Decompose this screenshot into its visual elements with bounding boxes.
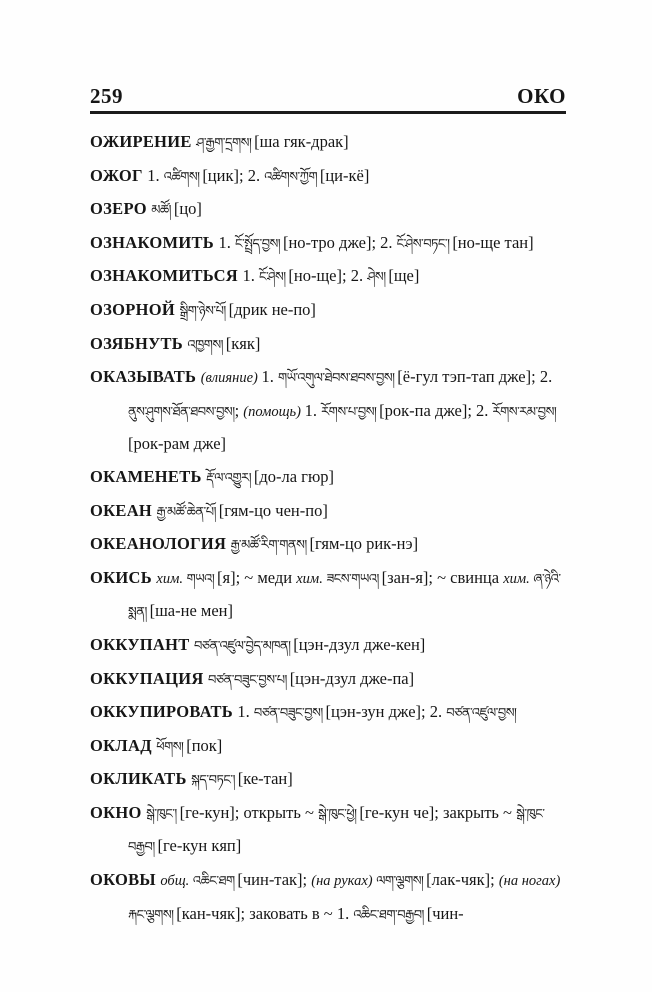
tibetan-script: རྒྱ་མཚོ་རིག་གནས། [230,537,310,553]
tibetan-script: མཚོ། [151,202,174,218]
tibetan-script: སྒེ་ཁུང་། [146,805,180,821]
entry-text: [цо] [173,199,202,219]
dictionary-entry [90,260,566,294]
tibetan-script: ཟངས་གཡའ། [326,570,382,586]
tibetan-script: ངོ་ཤེས་བཏང་། [396,235,453,251]
tibetan-script: སྒྲིག་ཉེས་པོ། [179,302,229,318]
grammar-label: (влияние) [200,370,262,387]
entry-text: [но-ще тан] [452,232,534,252]
tibetan-script: རྡོ་ལ་འགྱུར། [206,469,254,485]
entry-text: 1. [304,400,322,420]
headword: ОКЕАНОЛОГИЯ [90,534,231,554]
entry-text: [кан-чяк]; заковать в ~ 1. [176,903,354,923]
headword: ОЗЯБНУТЬ [90,333,188,353]
headword: ОЖИРЕНИЕ [90,132,197,151]
tibetan-script: འཆིང་ཐག [192,873,238,889]
tibetan-script: བཙན་བཟུང་བྱས་པ། [208,671,290,687]
entry-text: [дрик не-по] [228,299,316,319]
headword: ОККУПАНТ [90,634,194,654]
dictionary-entry [90,193,566,227]
entry-text: [но-тро дже]; 2. [282,232,397,252]
tibetan-script: ལག་ལྕགས། [376,873,427,889]
entry-text: [лак-чяк]; [426,870,499,890]
dictionary-entry [90,528,566,562]
entry-text: 1. [218,232,235,252]
tibetan-script: བཙན་འཛུལ་བྱས། [446,705,517,721]
dictionary-entry [90,328,566,362]
entry-text: [цэн-дзул дже-па] [289,668,415,688]
tibetan-script: འཚིགས། [163,168,203,184]
grammar-label: хим. [156,570,187,587]
dictionary-entry [90,562,566,629]
grammar-label: (на руках) [311,873,377,890]
entry-text: [пок] [186,735,223,755]
headword: ОКНО [90,802,147,822]
tibetan-script: འཁྱགས། [187,336,226,352]
entry-text: [ге-кун че]; закрыть ~ [359,802,517,822]
dictionary-entry [90,495,566,529]
dictionary-entry [90,730,566,764]
dictionary-entry [90,361,566,461]
dictionary-entry [90,763,566,797]
headword: ОЗНАКОМИТЬ [90,232,219,252]
tibetan-script: ཤ་རྒྱག་དྲགས། [196,135,255,150]
entry-text: [зан-я]; ~ свинца [381,567,504,587]
entry-text: [до-ла гюр] [253,466,335,486]
tibetan-script: ཞ་ཉེའི་སྨན། [128,570,561,620]
tibetan-script: བཙན་འཛུལ་བྱེད་མཁན། [193,637,294,653]
entry-text: 1. [237,702,254,722]
entry-text: ; [234,400,244,420]
headword: ОКАМЕНЕТЬ [90,466,207,486]
entry-text: [рок-па дже]; 2. [379,400,493,420]
dictionary-entry [90,696,566,730]
tibetan-script: རོགས་པ་བྱས། [321,403,380,419]
dictionary-entry [90,126,566,160]
entry-text: [ша гяк-драк] [254,132,349,151]
entry-text: [ге-кун]; открыть ~ [179,802,319,822]
headword: ОККУПИРОВАТЬ [90,702,238,722]
tibetan-script: འཆིང་ཐག་བརྒྱབ། [353,906,427,922]
headword: ОКАЗЫВАТЬ [90,367,201,387]
tibetan-script: ཕོགས། [156,738,187,754]
entry-text: [я]; ~ меди [217,567,297,587]
headword: ОЖОГ [90,165,148,185]
dictionary-entry [90,294,566,328]
grammar-label: хим. [296,570,327,587]
tibetan-script: སྐད་བཏང་། [191,772,238,788]
entries-list [90,114,566,931]
dictionary-entry [90,227,566,261]
headword: ОКЕАН [90,500,157,520]
headword: ОКЛАД [90,735,157,755]
page-number: 259 [90,84,123,108]
tibetan-script: འཚིགས་ཀྱོག [264,168,320,184]
tibetan-script: སྒེ་ཁུང་ཕྱེ། [318,805,360,821]
dictionary-entry [90,663,566,697]
entry-text: [ё-гул тэп-тап дже]; 2. [397,367,553,387]
entry-text: [цэн-дзул дже-кен] [293,634,426,654]
entry-text: [чин- [426,903,464,923]
headword: ОКОВЫ [90,870,161,890]
grammar-label: (помощь) [243,403,305,420]
running-head: ОКО [517,84,566,108]
dictionary-entry [90,160,566,194]
headword: ОККУПАЦИЯ [90,668,209,688]
entry-text: 1. [261,367,278,387]
tibetan-script: སྒེ་ཁུང་བརྒྱབ། [128,805,545,855]
headword: ОЗНАКОМИТЬСЯ [90,266,243,286]
entry-text: [гям-цо чен-по] [218,500,328,520]
headword: ОЗОРНОЙ [90,299,180,319]
entry-text: [ге-кун кяп] [157,836,242,856]
dictionary-entry [90,797,566,864]
entry-text: [цэн-зун дже]; 2. [325,702,447,722]
page-header [90,84,566,114]
headword: ОКЛИКАТЬ [90,769,192,789]
tibetan-script: ནུས་ཤུགས་ཐོན་ཐབས་བྱས། [128,403,235,419]
entry-text: [ци-кё] [319,165,370,185]
entry-text: [рок-рам дже] [128,434,227,454]
tibetan-script: གཡོ་འགུལ་ཐེབས་ཐབས་བྱས། [277,370,398,386]
entry-text: [ке-тан] [237,769,293,789]
tibetan-script: རྒྱ་མཚོ་ཆེན་པོ། [156,503,219,519]
tibetan-script: ངོ་སྤྲོད་བྱས། [234,235,283,251]
headword: ОКИСЬ [90,567,157,587]
tibetan-script: རོགས་རམ་བྱས། [492,403,557,419]
tibetan-script: ངོ་ཤེས། [258,269,289,285]
tibetan-script: གཡའ། [186,570,217,586]
tibetan-script: ཤེས། [367,269,389,285]
dictionary-entry [90,461,566,495]
tibetan-script: རྐང་ལྕགས། [128,906,177,922]
dictionary-entry [90,629,566,663]
headword: ОЗЕРО [90,199,152,219]
entry-text: [но-ще]; 2. [288,266,368,286]
tibetan-script: བཙན་བཟུང་བྱས། [253,705,326,721]
entry-text: [ша-не мен] [149,601,233,621]
entry-text: [чин-так]; [237,870,312,890]
grammar-label: общ. [160,873,193,890]
entry-text: [кяк] [225,333,261,353]
dictionary-entry [90,864,566,931]
entry-text: [цик]; 2. [202,165,265,185]
entry-text: 1. [242,266,259,286]
entry-text: [гям-цо рик-нэ] [309,534,419,554]
entry-text: [ще] [388,266,420,286]
grammar-label: хим. [503,570,534,587]
entry-text: 1. [147,165,164,185]
grammar-label: (на ногах) [498,873,561,890]
